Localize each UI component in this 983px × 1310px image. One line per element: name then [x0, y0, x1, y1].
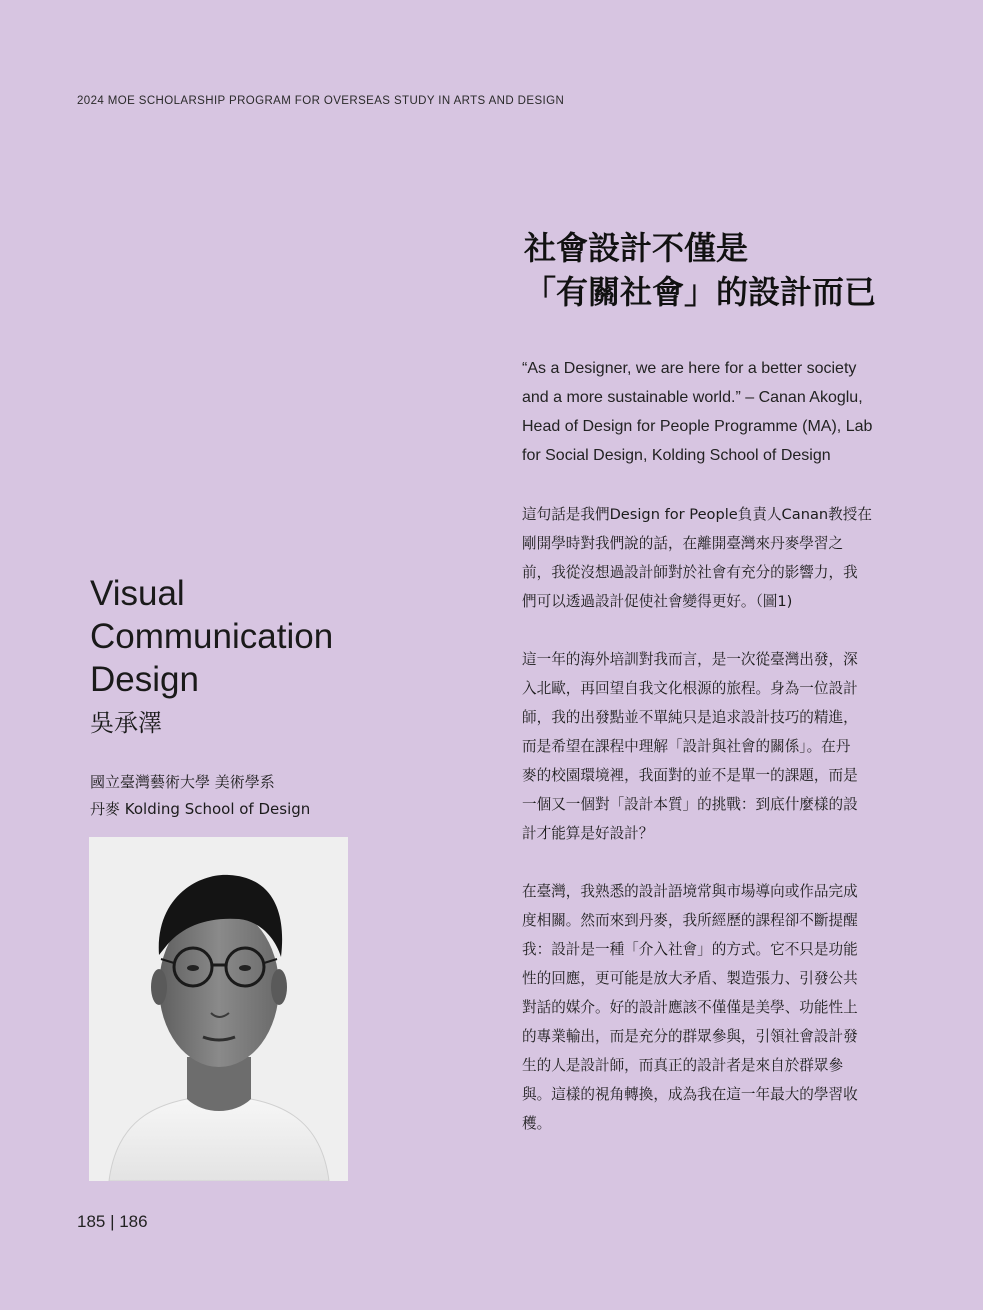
program-header: 2024 MOE SCHOLARSHIP PROGRAM FOR OVERSEAS STUDY IN ARTS AND DESIGN	[77, 95, 565, 107]
paragraph-line: 穫。	[522, 1115, 552, 1132]
paragraph-line: 這一年的海外培訓對我而言，是一次從臺灣出發，深	[522, 651, 858, 668]
person-portrait-icon	[89, 837, 348, 1181]
paragraph-line: 前，我從沒想過設計師對於社會有充分的影響力，我	[522, 564, 858, 581]
paragraph-line: 與。這樣的視角轉換，成為我在這一年最大的學習收	[522, 1086, 858, 1103]
paragraph-line: 而是希望在課程中理解「設計與社會的關係」。在丹	[522, 738, 851, 755]
program-title	[90, 572, 390, 701]
opening-quote	[522, 354, 902, 470]
body-paragraph-1	[522, 500, 902, 616]
paragraph-line: 這句話是我們Design for People負責人Canan教授在	[522, 506, 872, 523]
paragraph-line: 性的回應，更可能是放大矛盾、製造張力、引發公共	[522, 970, 858, 987]
paragraph-line: 生的人是設計師，而真正的設計者是來自於群眾參	[522, 1057, 844, 1074]
paragraph-line: 們可以透過設計促使社會變得更好。（圖1)	[522, 593, 793, 610]
paragraph-line: 師，我的出發點並不單純只是追求設計技巧的精進，	[522, 709, 858, 726]
body-paragraph-2	[522, 645, 902, 848]
paragraph-line: 計才能算是好設計？	[522, 825, 654, 842]
profile-block	[90, 572, 390, 738]
paragraph-line: 我：設計是一種「介入社會」的方式。它不只是功能	[522, 941, 858, 958]
quote-line: for Social Design, Kolding School of Design	[522, 447, 831, 464]
article-title-line: 社會設計不僅是	[524, 229, 749, 267]
paragraph-line: 對話的媒介。好的設計應該不僅僅是美學、功能性上	[522, 999, 858, 1016]
program-title-line: Communication	[90, 617, 334, 656]
program-title-line: Visual	[90, 574, 185, 613]
paragraph-line: 一個又一個對「設計本質」的挑戰：到底什麼樣的設	[522, 796, 858, 813]
paragraph-line: 入北歐，再回望自我文化根源的旅程。身為一位設計	[522, 680, 858, 697]
paragraph-line: 麥的校園環境裡，我面對的並不是單一的課題，而是	[522, 767, 858, 784]
quote-line: “As a Designer, we are here for a better society	[522, 360, 857, 377]
affiliations	[90, 769, 310, 823]
paragraph-line: 度相關。然而來到丹麥，我所經歷的課程卻不斷提醒	[522, 912, 858, 929]
body-paragraph-3	[522, 877, 902, 1138]
article-title-line: 「有關社會」的設計而已	[524, 273, 877, 311]
student-name: 吳承澤	[90, 709, 162, 737]
program-title-line: Design	[90, 660, 199, 699]
article-title	[524, 226, 902, 314]
page-number: 185 | 186	[77, 1212, 148, 1231]
quote-line: and a more sustainable world.” – Canan Akoglu,	[522, 389, 863, 406]
home-school: 國立臺灣藝術大學 美術學系	[90, 773, 275, 791]
host-school: 丹麥 Kolding School of Design	[90, 800, 311, 818]
portrait-photo	[89, 837, 348, 1181]
paragraph-line: 剛開學時對我們說的話，在離開臺灣來丹麥學習之	[522, 535, 844, 552]
article	[522, 226, 902, 1138]
paragraph-line: 的專業輸出，而是充分的群眾參與，引領社會設計發	[522, 1028, 858, 1045]
paragraph-line: 在臺灣，我熟悉的設計語境常與市場導向或作品完成	[522, 883, 858, 900]
quote-line: Head of Design for People Programme (MA), Lab	[522, 418, 873, 435]
